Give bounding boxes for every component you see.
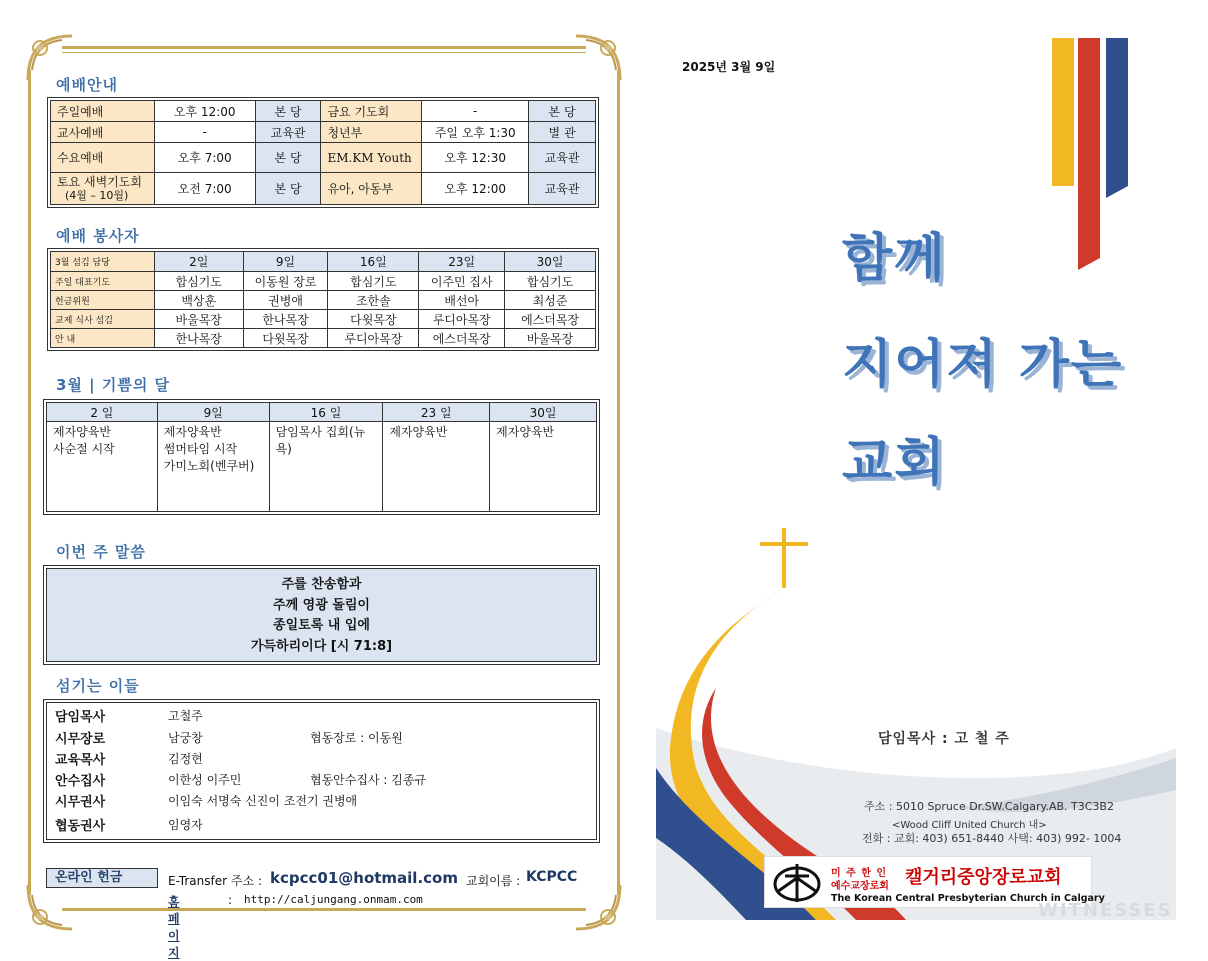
staff-role: 담임목사: [55, 709, 106, 725]
logo-small-text: 미 주 한 인: [831, 868, 888, 879]
bulletin-left-page: [22, 30, 626, 960]
table-header-cell: 9일: [157, 403, 269, 422]
phone-line: 전화 : 교회: 403) 651-8440 사택: 403) 992- 1004: [862, 832, 1122, 845]
table-cell: 본 당: [255, 101, 321, 122]
ornament-corner-icon: [572, 30, 626, 84]
table-row: [51, 310, 596, 329]
church-name-value: KCPCC: [526, 869, 578, 885]
table-header-row: [51, 252, 596, 272]
worship-schedule-table: [50, 100, 596, 205]
frame-left: [28, 70, 31, 895]
volunteers-table: [50, 251, 596, 348]
table-cell: 주일예배: [51, 101, 155, 122]
table-row: [51, 272, 596, 291]
table-cell: 본 당: [255, 173, 321, 205]
homepage-label: 홈페이지: [168, 895, 180, 960]
verse-line: 종일토록 내 입에: [273, 618, 370, 633]
staff-names: 이임숙 서명숙 신진이 조전기 권병애: [168, 793, 358, 808]
staff-role: 시무장로: [55, 731, 106, 747]
table-row: [47, 422, 597, 512]
verse-box: [46, 568, 597, 662]
staff-row: [55, 748, 310, 768]
table-cell: 본 당: [255, 143, 321, 173]
table-cell: -: [422, 101, 529, 122]
staff-row: [55, 814, 310, 834]
staff-extra: 협동장로 : 이동원: [310, 730, 403, 745]
table-cell: 합심기도: [328, 272, 419, 291]
table-header-row: [47, 403, 597, 422]
table-cell: 청년부: [321, 122, 422, 143]
table-cell: 교제 식사 섬김: [51, 310, 155, 329]
table-cell: 한나목장: [154, 329, 243, 348]
table-header-cell: 2 일: [47, 403, 158, 422]
table-cell: 다윗목장: [243, 329, 328, 348]
ornament-corner-icon: [22, 881, 76, 935]
bulletin-cover-page: [656, 30, 1176, 920]
table-cell: 루디아목장: [419, 310, 505, 329]
table-cell: 교육관: [529, 143, 596, 173]
table-cell: 안 내: [51, 329, 155, 348]
verse-line: 주를 찬송함과: [281, 577, 362, 592]
table-cell: 오전 7:00: [154, 173, 255, 205]
frame-top: [62, 46, 586, 49]
staff-role: 안수집사: [55, 773, 106, 789]
homepage-link[interactable]: http://caljungang.onmam.com: [244, 893, 423, 906]
church-emblem-icon: [771, 862, 823, 904]
logo-church-name: 캘거리중앙장로교회: [905, 867, 1062, 888]
staff-role: 협동권사: [55, 818, 106, 834]
volunteers-section-title: 예배 봉사자: [56, 227, 140, 245]
table-cell: 금요 기도회: [321, 101, 422, 122]
table-cell: 다윗목장: [328, 310, 419, 329]
homepage-separator: :: [228, 893, 233, 907]
ornament-corner-icon: [572, 881, 626, 935]
table-cell: [157, 422, 269, 512]
table-cell: 합심기도: [505, 272, 596, 291]
table-row: [51, 143, 596, 173]
calendar-event: 제자양육반: [163, 425, 222, 439]
table-cell: 오후 12:30: [422, 143, 529, 173]
table-cell: 바울목장: [154, 310, 243, 329]
calendar-event: 제자양육반: [53, 425, 111, 439]
table-header-cell: 30일: [490, 403, 597, 422]
table-cell: 권병애: [243, 291, 328, 310]
table-header-cell: 2일: [154, 252, 243, 272]
table-cell: [269, 422, 383, 512]
logo-small-text: 예수교장로회: [831, 881, 889, 892]
table-row: [51, 173, 596, 205]
address-line: <Wood Cliff United Church 내>: [892, 820, 1047, 831]
frame-bottom: [62, 908, 586, 911]
table-cell: -: [154, 122, 255, 143]
table-cell: 이주민 집사: [419, 272, 505, 291]
verse-line: 주께 영광 돌림이: [273, 597, 370, 613]
calendar-event: 썸머타임 시작: [163, 442, 238, 456]
table-header-cell: 23 일: [383, 403, 490, 422]
logo-church-name-en: The Korean Central Presbyterian Church in Calgary: [831, 893, 1105, 904]
table-cell: [383, 422, 490, 512]
table-cell: 오후 12:00: [422, 173, 529, 205]
watermark-text: WITNESSES: [1038, 900, 1173, 921]
staff-row: [55, 705, 310, 725]
march-section-title: 3월 | 기쁨의 달: [56, 376, 171, 394]
table-cell: 수요예배: [51, 143, 155, 173]
table-row: [51, 101, 596, 122]
senior-pastor: 담임목사 : 고 철 주: [878, 731, 1010, 747]
frame-right: [617, 70, 620, 895]
table-cell: 에스더목장: [419, 329, 505, 348]
table-cell: 배선아: [419, 291, 505, 310]
ribbon-banner-icon: [1050, 38, 1136, 272]
staff-row: [55, 769, 426, 789]
table-cell: [490, 422, 597, 512]
staff-role: 교육목사: [55, 752, 106, 768]
table-cell: [47, 422, 158, 512]
table-cell: 에스더목장: [505, 310, 596, 329]
calendar-event: 담임목사 집회(뉴욕): [275, 425, 366, 456]
cell-text: 토요 새벽기도회: [57, 174, 142, 189]
address-line: 주소 : 5010 Spruce Dr.SW.Calgary.AB. T3C3B2: [864, 800, 1114, 813]
table-cell: 본 당: [529, 101, 596, 122]
staff-names: 남궁창: [168, 730, 203, 745]
table-row: [51, 291, 596, 310]
table-header-cell: 3월 섬김 담당: [51, 252, 155, 272]
verse-line: 가득하리이다 [시 71:8]: [250, 638, 393, 654]
table-cell: 조한솔: [328, 291, 419, 310]
table-cell: 오후 12:00: [154, 101, 255, 122]
staff-section-title: 섬기는 이들: [56, 677, 140, 695]
staff-row: [55, 727, 403, 747]
table-header-cell: 23일: [419, 252, 505, 272]
table-cell: 유아, 아동부: [321, 173, 422, 205]
etransfer-email-link[interactable]: kcpcc01@hotmail.com: [270, 869, 458, 887]
table-cell: 이동원 장로: [243, 272, 328, 291]
march-calendar-table: [46, 402, 597, 512]
staff-names: 김정현: [168, 751, 203, 766]
cover-title-line: 교회: [842, 433, 947, 493]
table-cell: 주일 오후 1:30: [422, 122, 529, 143]
calendar-event: 제자양육반: [496, 425, 555, 439]
staff-role: 시무권사: [55, 794, 106, 810]
table-cell: 루디아목장: [328, 329, 419, 348]
table-cell: 헌금위원: [51, 291, 155, 310]
table-header-cell: 16 일: [269, 403, 383, 422]
table-row: [51, 122, 596, 143]
worship-section-title: 예배안내: [56, 76, 118, 94]
table-cell: [51, 173, 155, 205]
staff-extra: 협동안수집사 : 김종규: [310, 772, 427, 787]
cell-subtext: (4월 – 10월): [65, 188, 129, 202]
table-cell: 교육관: [255, 122, 321, 143]
etransfer-label: E-Transfer 주소 :: [168, 874, 262, 888]
table-header-cell: 9일: [243, 252, 328, 272]
staff-row: [55, 790, 357, 810]
table-header-cell: 30일: [505, 252, 596, 272]
bulletin-date: 2025년 3월 9일: [682, 60, 776, 74]
frame-top-inner: [62, 52, 586, 53]
table-cell: 한나목장: [243, 310, 328, 329]
table-cell: 오후 7:00: [154, 143, 255, 173]
table-cell: 합심기도: [154, 272, 243, 291]
cover-title-line: 함께: [842, 229, 947, 289]
table-cell: 주일 대표기도: [51, 272, 155, 291]
table-header-cell: 16일: [328, 252, 419, 272]
staff-box: [46, 702, 597, 840]
table-cell: 교사예배: [51, 122, 155, 143]
online-offering-label: 온라인 헌금: [46, 868, 158, 888]
table-row: [51, 329, 596, 348]
staff-names: 임영자: [168, 817, 203, 832]
table-cell: 교육관: [529, 173, 596, 205]
table-cell: 별 관: [529, 122, 596, 143]
calendar-event: 사순절 시작: [53, 442, 115, 456]
table-cell: 최성준: [505, 291, 596, 310]
table-cell: 바울목장: [505, 329, 596, 348]
calendar-event: 가미노회(벤쿠버): [163, 459, 255, 473]
calendar-event: 제자양육반: [389, 425, 448, 439]
table-cell: 백상훈: [154, 291, 243, 310]
table-cell: EM.KM Youth: [321, 143, 422, 173]
staff-names: 고철주: [168, 708, 203, 723]
verse-section-title: 이번 주 말씀: [56, 543, 146, 561]
church-name-label: 교회이름 :: [466, 874, 521, 888]
cover-title-line: 지어져 가는: [842, 335, 1124, 395]
staff-names: 이한성 이주민: [168, 772, 242, 787]
